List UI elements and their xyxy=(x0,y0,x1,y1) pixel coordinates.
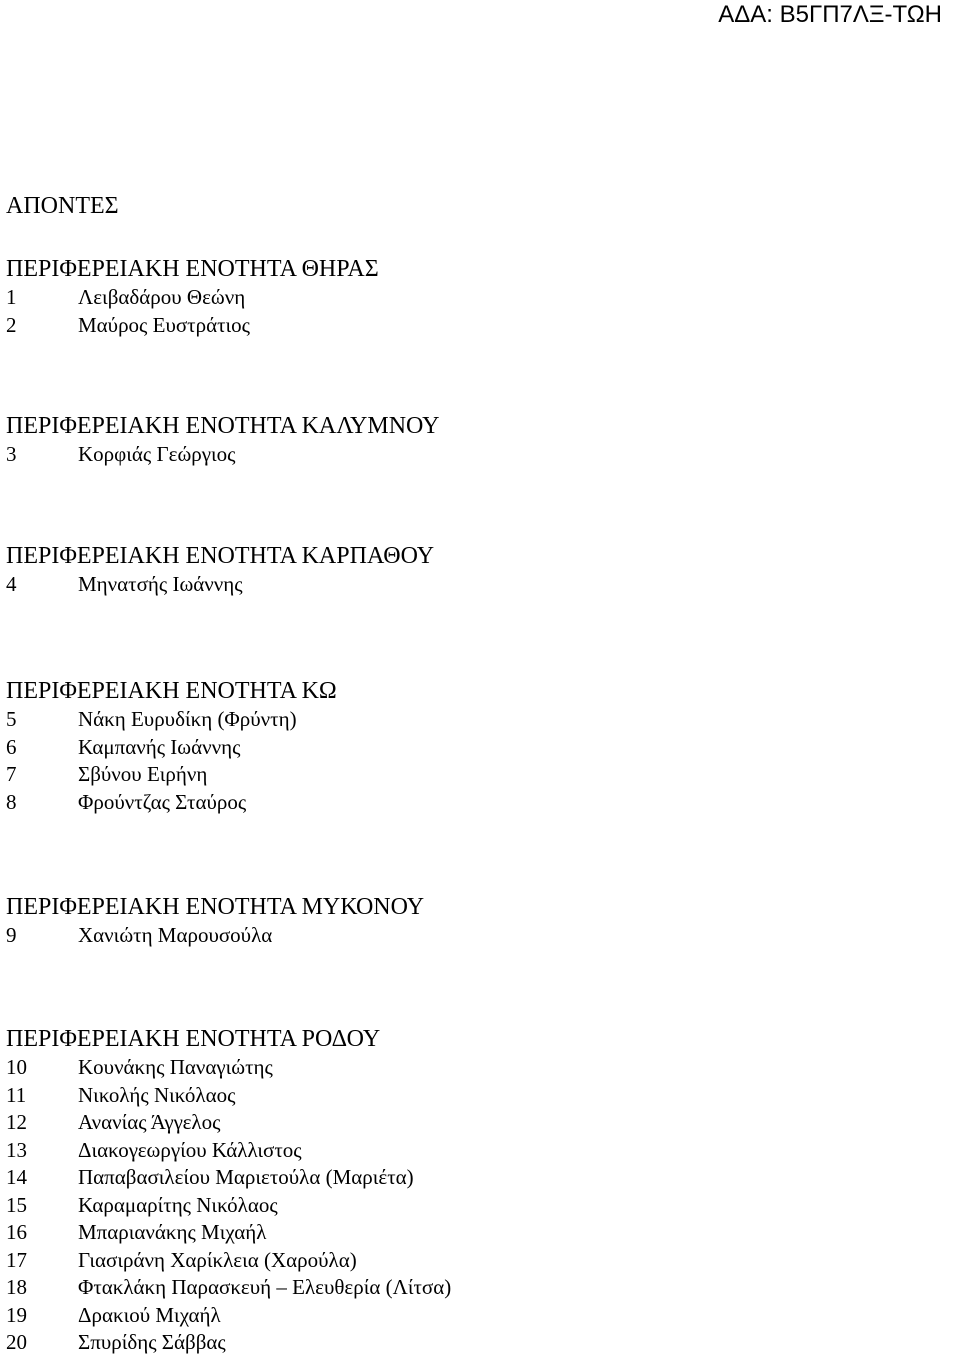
list-item xyxy=(6,441,440,469)
section-title: ΠΕΡΙΦΕΡΕΙΑΚΗ ΕΝΟΤΗΤΑ ΚΩ xyxy=(6,678,337,704)
entry-number: 11 xyxy=(6,1082,27,1107)
entry-name: Παπαβασιλείου Μαριετούλα (Μαριέτα) xyxy=(78,1165,414,1189)
entry-number: 6 xyxy=(6,734,17,759)
section-title: ΠΕΡΙΦΕΡΕΙΑΚΗ ΕΝΟΤΗΤΑ ΜΥΚΟΝΟΥ xyxy=(6,894,425,920)
entry-name: Δρακιού Μιχαήλ xyxy=(78,1302,221,1327)
entry-name: Σπυρίδης Σάββας xyxy=(78,1330,226,1354)
list-item xyxy=(6,1054,451,1082)
section-title: ΠΕΡΙΦΕΡΕΙΑΚΗ ΕΝΟΤΗΤΑ ΚΑΡΠΑΘΟΥ xyxy=(6,543,435,569)
entry-name: Χανιώτη Μαρουσούλα xyxy=(78,923,273,947)
entry-number: 13 xyxy=(6,1137,27,1162)
section-kalymnos xyxy=(6,411,440,469)
entry-number: 12 xyxy=(6,1110,27,1134)
list-item xyxy=(6,1219,451,1247)
list-item xyxy=(6,1137,451,1165)
entry-number: 15 xyxy=(6,1192,27,1217)
entry-name: Γιασιράνη Χαρίκλεια (Χαρούλα) xyxy=(78,1247,357,1272)
list-item xyxy=(6,789,337,817)
section-thira xyxy=(6,254,379,339)
entry-name: Διακογεωργίου Κάλλιστος xyxy=(78,1137,302,1162)
entry-number: 1 xyxy=(6,285,17,309)
entry-number: 3 xyxy=(6,442,17,466)
entry-number: 17 xyxy=(6,1247,27,1272)
section-mykonos xyxy=(6,892,424,950)
entry-name: Ανανίας Άγγελος xyxy=(78,1110,221,1134)
list-item xyxy=(6,1109,451,1137)
list-item xyxy=(6,1247,451,1275)
list-item xyxy=(6,1302,451,1330)
list-item xyxy=(6,284,379,312)
section-title: ΠΕΡΙΦΕΡΕΙΑΚΗ ΕΝΟΤΗΤΑ ΡΟΔΟΥ xyxy=(6,1026,381,1052)
ada-code: ΑΔΑ: Β5ΓΠ7ΛΞ-ΤΩΗ xyxy=(718,1,942,28)
list-item xyxy=(6,761,337,789)
list-item xyxy=(6,1164,451,1192)
entry-number: 4 xyxy=(6,572,17,596)
entry-number: 8 xyxy=(6,789,17,814)
list-item xyxy=(6,1082,451,1110)
entry-name: Φρούντζας Σταύρος xyxy=(78,789,247,814)
entry-name: Κουνάκης Παναγιώτης xyxy=(78,1055,273,1079)
list-item xyxy=(6,706,337,734)
list-item xyxy=(6,1274,451,1302)
document-title: ΑΠΟΝΤΕΣ xyxy=(6,193,119,219)
section-title: ΠΕΡΙΦΕΡΕΙΑΚΗ ΕΝΟΤΗΤΑ ΘΗΡΑΣ xyxy=(6,256,379,282)
list-item xyxy=(6,312,379,340)
entry-name: Καραμαρίτης Νικόλαος xyxy=(78,1192,278,1217)
entry-number: 5 xyxy=(6,707,17,731)
entry-name: Νικολής Νικόλαος xyxy=(78,1082,236,1107)
list-item xyxy=(6,1329,451,1357)
entry-name: Μηνατσής Ιωάννης xyxy=(78,572,243,596)
entry-number: 19 xyxy=(6,1302,27,1327)
entry-number: 10 xyxy=(6,1055,27,1079)
section-rodos xyxy=(6,1024,451,1357)
list-item xyxy=(6,1192,451,1220)
section-title: ΠΕΡΙΦΕΡΕΙΑΚΗ ΕΝΟΤΗΤΑ ΚΑΛΥΜΝΟΥ xyxy=(6,413,440,439)
list-item xyxy=(6,922,424,950)
list-item xyxy=(6,734,337,762)
entry-name: Μαύρος Ευστράτιος xyxy=(78,312,250,337)
entry-name: Σβύνου Ειρήνη xyxy=(78,762,208,786)
entry-number: 14 xyxy=(6,1165,27,1189)
entry-name: Λειβαδάρου Θεώνη xyxy=(78,285,246,309)
entry-number: 16 xyxy=(6,1220,27,1244)
entry-number: 9 xyxy=(6,923,17,947)
entry-number: 7 xyxy=(6,762,17,786)
entry-name: Νάκη Ευρυδίκη (Φρύντη) xyxy=(78,707,297,731)
entry-number: 18 xyxy=(6,1275,27,1299)
entry-name: Μπαριανάκης Μιχαήλ xyxy=(78,1220,267,1244)
list-item xyxy=(6,571,434,599)
entry-name: Καμπανής Ιωάννης xyxy=(78,734,241,759)
entry-number: 20 xyxy=(6,1330,27,1354)
entry-name: Φτακλάκη Παρασκευή – Ελευθερία (Λίτσα) xyxy=(78,1275,452,1299)
section-kos xyxy=(6,676,337,816)
entry-number: 2 xyxy=(6,312,17,337)
section-karpathos xyxy=(6,541,434,599)
entry-name: Κορφιάς Γεώργιος xyxy=(78,442,236,466)
